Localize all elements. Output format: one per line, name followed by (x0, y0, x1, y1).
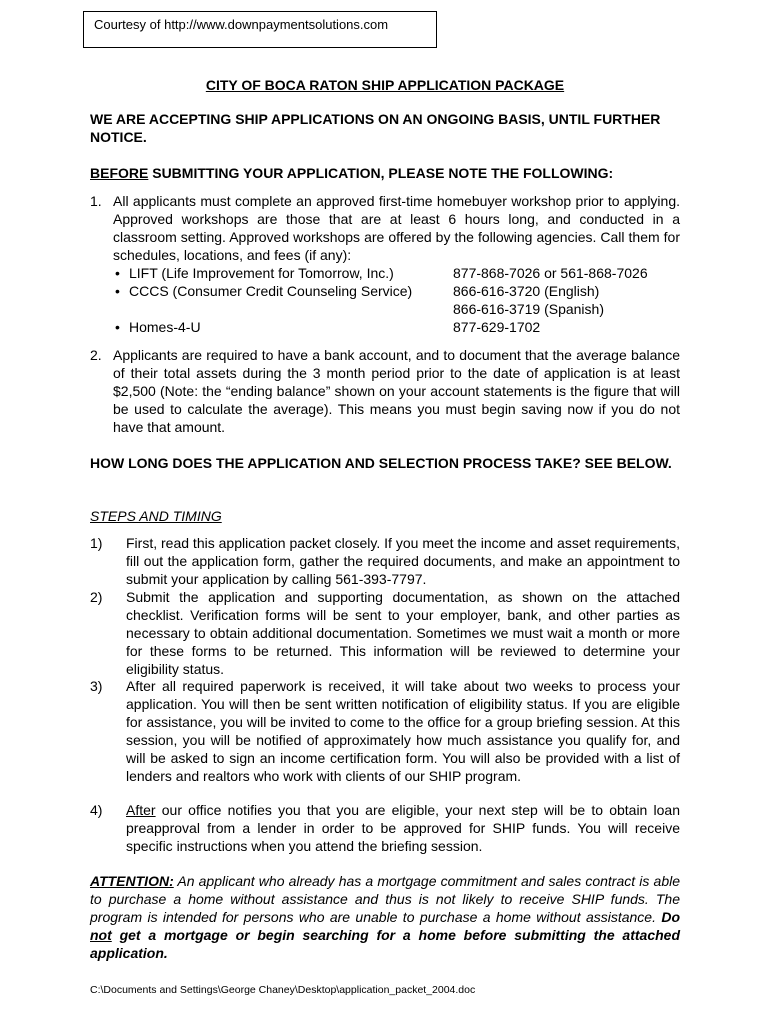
note-2 (90, 346, 680, 436)
how-long-heading: HOW LONG DOES THE APPLICATION AND SELECTION PROCESS TAKE? SEE BELOW. (90, 455, 672, 471)
step-number: 4) (90, 802, 103, 818)
step-text (126, 801, 680, 855)
note-number: 1. (90, 193, 102, 209)
note-number: 2. (90, 347, 102, 363)
bullet-icon: • (115, 319, 120, 335)
agency-phone: 866-616-3719 (Spanish) (453, 301, 604, 317)
announcement: WE ARE ACCEPTING SHIP APPLICATIONS ON AN ONGOING BASIS, UNTIL FURTHER NOTICE. (90, 111, 661, 145)
note-text: Applicants are required to have a bank account, and to document that the average balance of their total assets during the 3 month period prior to the date of application is at least $2,500 (Note: the “ending balance” shown on your account statements is the figure that will be used to calculate the average). This means you must begin saving now if you do not have that amount. (113, 347, 680, 435)
attention-bold-1: Do (661, 909, 680, 925)
agency-name: LIFT (Life Improvement for Tomorrow, Inc.) (129, 265, 394, 281)
before-heading (90, 164, 680, 182)
agency-lift (113, 264, 680, 282)
bullet-icon: • (115, 265, 120, 281)
agency-phone: 877-868-7026 or 561-868-7026 (453, 265, 648, 281)
footer-file-path: C:\Documents and Settings\George Chaney\Desktop\application_packet_2004.doc (90, 984, 476, 996)
step-lead: After (126, 802, 156, 818)
before-heading-underlined: BEFORE (90, 165, 149, 181)
step-text: After all required paperwork is received, it will take about two weeks to process your application. You will then be sent written notification of eligibility status. If you are eligible for assistance, you will be invited to come to the office for a group briefing session. At this session, you will be notified of approximately how much assistance you qualify for, and will be asked to sign an income certification form. You will also be provided with a list of lenders and realtors who work with clients of our SHIP program. (126, 678, 680, 784)
before-heading-rest: SUBMITTING YOUR APPLICATION, PLEASE NOTE THE FOLLOWING: (148, 165, 614, 181)
note-text: All applicants must complete an approved first-time homebuyer workshop prior to applying. Approved workshops are those that are at least 6 hours long, and conducted in a classroom setting. Approved workshops are offered by the following agencies. Call them for schedules, locations, and fees (if any): (113, 193, 680, 263)
agency-name: CCCS (Consumer Credit Counseling Service) (129, 283, 413, 299)
step-number: 2) (90, 589, 103, 605)
step-4 (90, 801, 680, 855)
agency-phone: 866-616-3720 (English) (453, 283, 600, 299)
attention-label: ATTENTION: (90, 873, 174, 889)
step-1 (90, 534, 680, 588)
attention-bold-not: not (90, 927, 112, 943)
steps-heading: STEPS AND TIMING (90, 508, 222, 524)
step-text: First, read this application packet closely. If you meet the income and asset requirements, fill out the application form, gather the required documents, and make an appointment to submit your application by calling 561-393-7797. (126, 535, 680, 587)
agency-name: Homes-4-U (129, 319, 201, 335)
step-3 (90, 677, 680, 785)
bullet-icon: • (115, 283, 120, 299)
step-text: Submit the application and supporting documentation, as shown on the attached checklist. Verification forms will be sent to your employer, bank, and other parties as necessary to obtain additional documentation. Sometimes we must wait a month or more for these forms to be returned. This information will be reviewed to determine your eligibility status. (126, 589, 680, 677)
document-title: CITY OF BOCA RATON SHIP APPLICATION PACKAGE (205, 77, 565, 93)
step-number: 3) (90, 678, 103, 694)
attention-notice (90, 872, 680, 962)
note-1 (90, 192, 680, 336)
courtesy-box (83, 11, 437, 48)
agency-phone: 877-629-1702 (453, 319, 541, 335)
courtesy-text: Courtesy of http://www.downpaymentsolutions.com (94, 17, 389, 32)
agency-cccs-spanish (113, 300, 680, 318)
agency-cccs (113, 282, 680, 300)
step-number: 1) (90, 535, 103, 551)
attention-text: An applicant who already has a mortgage commitment and sales contract is able to purchase a home without assistance and thus is not likely to receive SHIP funds. The program is intended for persons who are unable to purchase a home without assistance. (90, 873, 680, 925)
attention-bold-2: get a mortgage or begin searching for a home before submitting the attached application. (90, 927, 680, 961)
step-body: our office notifies you that you are eligible, your next step will be to obtain loan preapproval from a lender in order to be approved for SHIP funds. You will receive specific instructions when you attend the briefing session. (126, 802, 680, 854)
agency-homes4u (113, 318, 680, 336)
step-2 (90, 588, 680, 678)
